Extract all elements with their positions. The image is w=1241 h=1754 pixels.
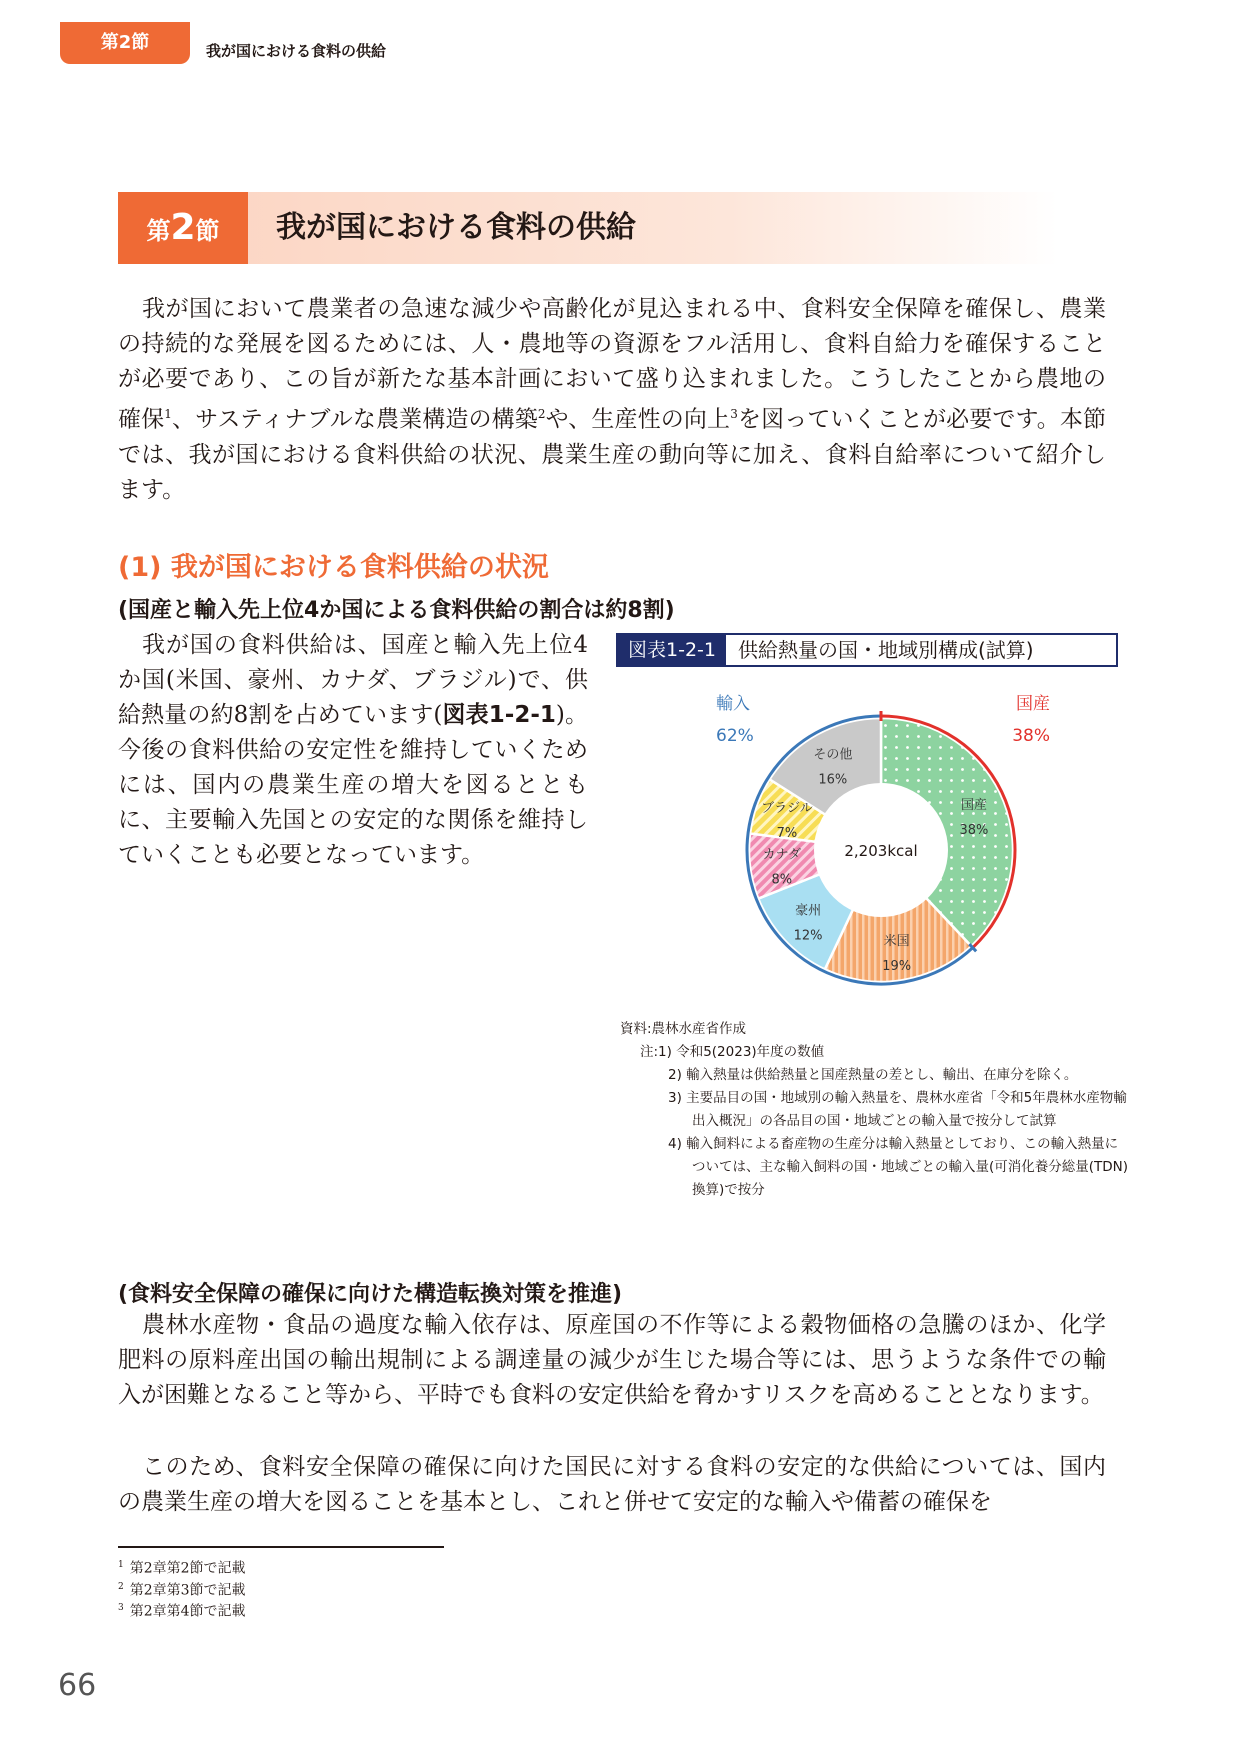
section-tag-prefix: 第: [146, 217, 171, 245]
slice-name-label: ブラジル: [761, 801, 813, 817]
group-name-label: 輸入: [716, 694, 750, 714]
footnote-ref-2: 2: [537, 407, 546, 421]
note-3: 3) 主要品目の国・地域別の輸入熱量を、農林水産省「令和5年農林水産物輸出入概況」の各品目の国・地域ごとの輸入量で按分して試算: [668, 1090, 1127, 1129]
security-paragraph-1: 農林水産物・食品の過度な輸入依存は、原産国の不作等による穀物価格の急騰のほか、化学肥料の原料産出国の輸出規制による調達量の減少が生じた場合等には、思うような条件での輸入が困難となること等から、平時でも食料の安定供給を脅かすリスクを高めることとなります。: [118, 1312, 1106, 1408]
slice-value-label: 12%: [793, 928, 823, 944]
section-tag-suffix: 節: [195, 217, 220, 245]
slice-value-label: 8%: [771, 872, 793, 888]
intro-text-2: 、サスティナブルな農業構造の構築: [171, 406, 538, 433]
slice-value-label: 16%: [818, 772, 848, 788]
supply-text-2: )。今後の食料供給の安定性を維持していくためには、国内の農業生産の増大を図るとともに、主要輸入先国との安定的な関係を維持していくことも必要となっています。: [118, 702, 589, 868]
donut-chart: [616, 676, 1116, 1016]
figure-notes: [620, 1018, 1130, 1202]
slice-name-label: カナダ: [762, 847, 801, 863]
intro-text-4: を図っていくことが必要です。本節では、我が国における食料供給の状況、農業生産の動向等に加え、食料自給率について紹介します。: [118, 406, 1106, 503]
footnote-rule: [118, 1546, 444, 1548]
section-banner: [118, 192, 1058, 264]
paragraph-heading-2: (食料安全保障の確保に向けた構造転換対策を推進): [118, 1282, 623, 1307]
note-4: 4) 輸入飼料による畜産物の生産分は輸入熱量としており、この輸入熱量については、主な輸入飼料の国・地域ごとの輸入量(可消化養分総量(TDN)換算)で按分: [668, 1136, 1129, 1198]
figure-caption: 供給熱量の国・地域別構成(試算): [738, 638, 1034, 662]
note-1: 注:1) 令和5(2023)年度の数値: [640, 1044, 825, 1060]
group-value-label: 38%: [1012, 726, 1050, 746]
footnote-ref-1: 1: [164, 407, 172, 421]
center-total-label: 2,203kcal: [844, 842, 918, 860]
security-paragraph-2: このため、食料安全保障の確保に向けた国民に対する食料の安定的な供給については、国内の農業生産の増大を図ることを基本とし、これと併せて安定的な輸入や備蓄の確保を: [118, 1454, 1106, 1515]
supply-text-1: 我が国の食料供給は、国産と輸入先上位4か国(米国、豪州、カナダ、ブラジル)で、供給熱量の約8割を占めています(: [118, 632, 588, 728]
footnote-text: 第2章第3節で記載: [129, 1582, 246, 1599]
group-value-label: 62%: [716, 726, 754, 746]
page-number: 66: [58, 1668, 97, 1703]
supply-paragraph: [118, 628, 588, 873]
slice-value-label: 38%: [959, 823, 989, 839]
group-name-label: 国産: [1016, 694, 1050, 714]
slice-name-label: 国産: [960, 798, 987, 814]
footnote-mark: 1: [118, 1560, 124, 1570]
footnote-mark: 3: [118, 1603, 124, 1614]
subsection-heading: (1) 我が国における食料供給の状況: [118, 552, 549, 583]
footnote-text: 第2章第4節で記載: [129, 1603, 246, 1620]
figure-number: 図表1-2-1: [618, 635, 726, 665]
source-note: 資料:農林水産省作成: [620, 1021, 747, 1037]
slice-name-label: 米国: [883, 933, 910, 949]
footnotes: [118, 1556, 246, 1621]
section-title: 我が国における食料の供給: [276, 210, 636, 245]
footnote-item: [118, 1599, 246, 1621]
intro-paragraph: [118, 292, 1106, 508]
footnote-item: [118, 1578, 246, 1600]
running-header-title: 我が国における食料の供給: [206, 42, 387, 60]
footnote-item: [118, 1556, 246, 1578]
figure-title: [616, 633, 1118, 667]
section-tag-number: 2: [170, 207, 196, 248]
paragraph-heading-1: (国産と輸入先上位4か国による食料供給の割合は約8割): [118, 598, 675, 623]
footnote-ref-3: 3: [730, 407, 738, 421]
slice-value-label: 19%: [882, 958, 912, 974]
slice-name-label: その他: [813, 747, 853, 763]
intro-text-1: 我が国において農業者の急速な減少や高齢化が見込まれる中、食料安全保障を確保し、農業の持続的な発展を図るためには、人・農地等の資源をフル活用し、食料自給力を確保することが必要であり、この旨が新たな基本計画において盛り込まれました。こうしたことから農地の確保: [118, 296, 1106, 433]
slice-value-label: 7%: [776, 826, 798, 842]
intro-text-3: や、生産性の向上: [545, 406, 731, 433]
footnote-mark: 2: [118, 1581, 124, 1592]
footnote-text: 第2章第2節で記載: [129, 1560, 246, 1577]
note-2: 2) 輸入熱量は供給熱量と国産熱量の差とし、輸出、在庫分を除く。: [668, 1067, 1078, 1083]
section-tag: [118, 192, 248, 264]
figure-reference: 図表1-2-1: [442, 702, 556, 728]
slice-name-label: 豪州: [795, 903, 822, 919]
running-header-tab: 第2節: [60, 22, 190, 64]
